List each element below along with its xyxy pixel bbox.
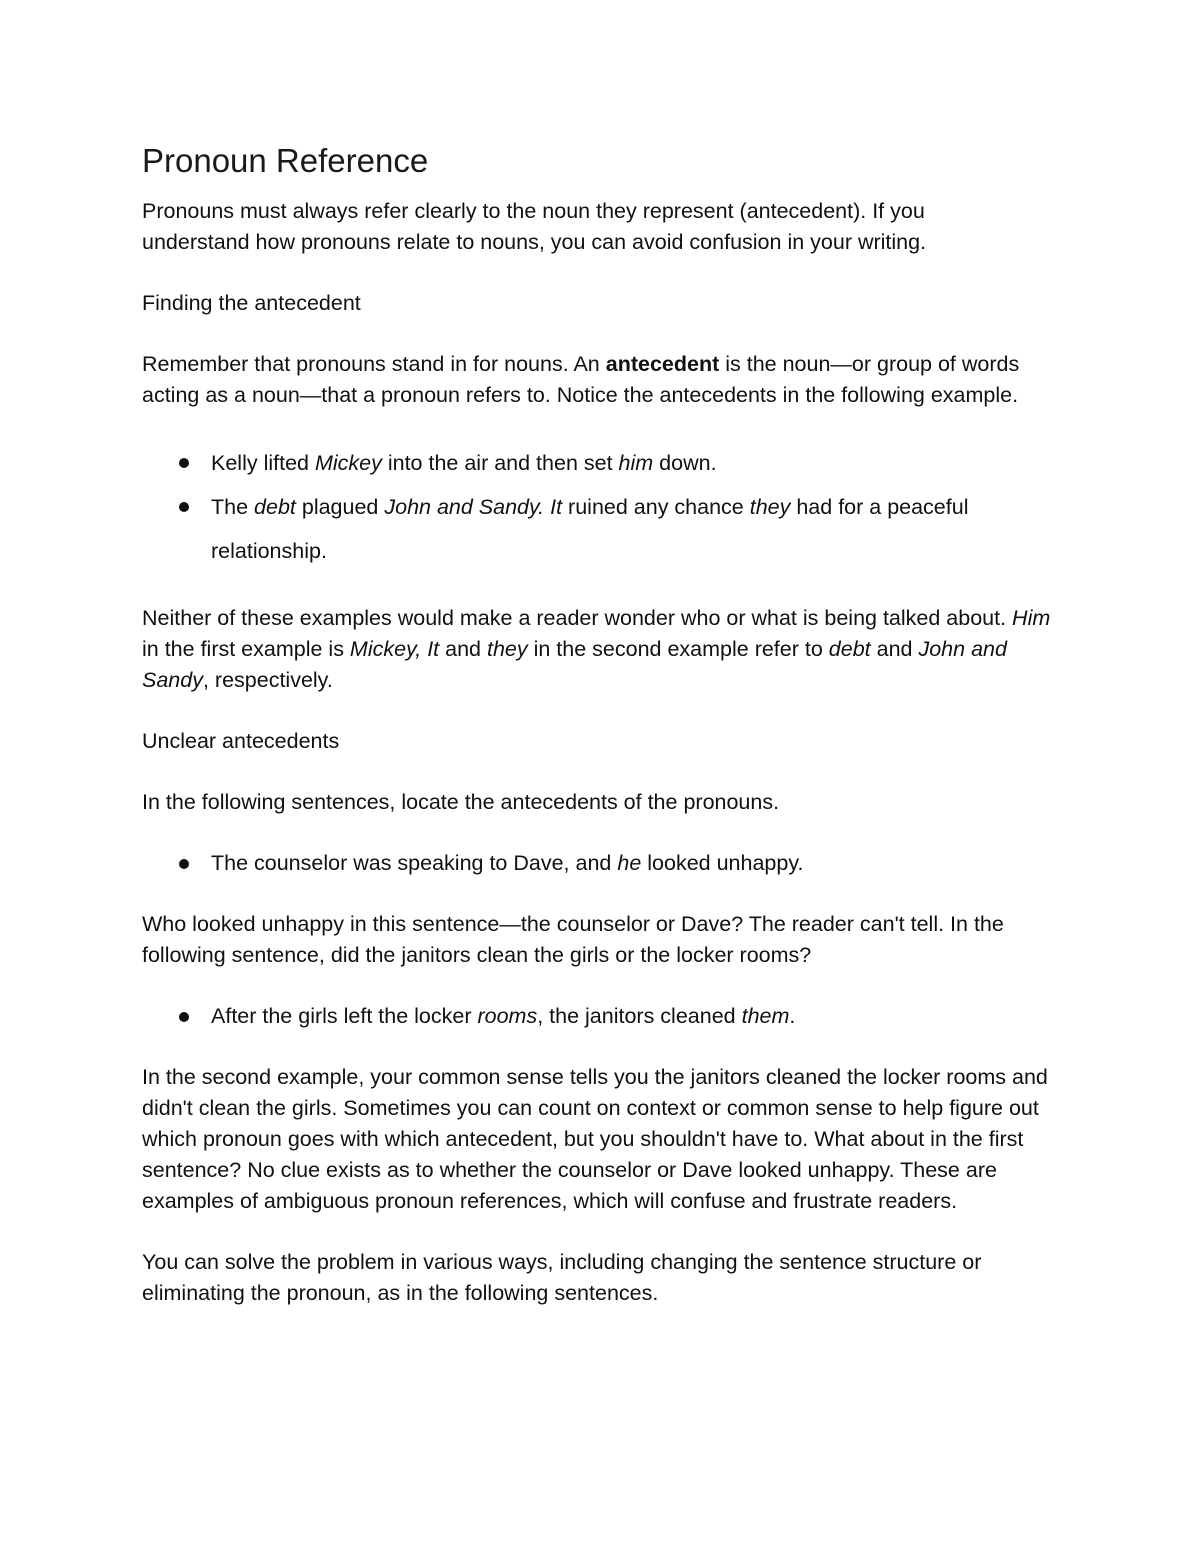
intro-line-1: Pronouns must always refer clearly to the noun they represent (antecedent). If you [142,199,925,223]
italic-run: debt [254,495,296,519]
example-list-2 [142,848,1072,879]
italic-run: they [486,637,528,661]
intro-line-2: understand how pronouns relate to nouns, you can avoid confusion in your writing. [142,230,927,254]
italic-run: he [617,851,642,875]
text-run: , respectively. [202,668,333,692]
text-run: The [211,495,255,519]
italic-run: Mickey [314,451,382,475]
text-run: looked unhappy. [641,851,804,875]
text-run: in the first example is [142,637,350,661]
text-run: The counselor was speaking to Dave, and [211,851,618,875]
text-run: and [439,637,487,661]
locate-antecedents-paragraph: In the following sentences, locate the antecedents of the pronouns. [142,790,780,814]
section-heading-unclear-antecedents: Unclear antecedents [142,729,340,753]
italic-run: Mickey, [349,637,422,661]
list-item [211,485,1072,573]
italic-run: John and Sandy. [384,495,545,519]
italic-run: them [741,1004,790,1028]
text-run: Neither of these examples would make a reader wonder who or what is being talked about. [142,606,1013,630]
document-page [142,138,1072,1339]
text-run: Kelly lifted [211,451,315,475]
italic-run: Him [1012,606,1051,630]
example-list-3 [142,1001,1072,1032]
list-item [211,848,1072,879]
italic-run: him [618,451,654,475]
bullet-icon [179,502,189,512]
text-run: down. [653,451,717,475]
page-title: Pronoun Reference [142,142,429,179]
bullet-icon [179,458,189,468]
text-run: After the girls left the locker [211,1004,478,1028]
text-run: plagued [295,495,385,519]
list-item [211,441,1072,485]
common-sense-paragraph: In the second example, your common sense tells you the janitors cleaned the locker rooms and didn't clean the girls. Sometimes you can count on context or common sense to help figure out which pronoun goes with which antecedent, but you shouldn't have to. What about in the first sentence? No clue exists as to whether the counselor or Dave looked unhappy. These are examples of ambiguous pronoun references, which will confuse and frustrate readers. [142,1065,1048,1213]
section-heading-finding-antecedent: Finding the antecedent [142,291,361,315]
italic-run: rooms [477,1004,538,1028]
italic-run: It [427,637,440,661]
list-item [211,1001,1072,1032]
text-run: ruined any chance [562,495,750,519]
intro-paragraph [142,196,1072,258]
text-run: is the noun—or group of words acting as a noun—that a pronoun refers to. Notice the antecedents in the following example. [142,352,1020,407]
who-looked-unhappy-paragraph: Who looked unhappy in this sentence—the counselor or Dave? The reader can't tell. In the following sentence, did the janitors clean the girls or the locker rooms? [142,912,1004,967]
italic-run: It [550,495,563,519]
bullet-icon [179,859,189,869]
bold-term-antecedent: antecedent [605,352,720,376]
antecedent-definition-paragraph [142,349,1072,411]
example-list-1 [142,441,1072,573]
examples-explanation-paragraph [142,603,1072,696]
solve-problem-paragraph: You can solve the problem in various ways, including changing the sentence structure or eliminating the pronoun, as in the following sentences. [142,1250,982,1305]
italic-run: they [749,495,791,519]
text-run: and [870,637,919,661]
text-run: into the air and then set [381,451,619,475]
text-run: had for a peaceful relationship. [211,495,969,563]
text-run: . [789,1004,796,1028]
text-run: Remember that pronouns stand in for nouns. An [142,352,606,376]
text-run: , the janitors cleaned [537,1004,742,1028]
text-run: in the second example refer to [527,637,829,661]
bullet-icon [179,1012,189,1022]
italic-run: debt [828,637,871,661]
italic-run: John and Sandy [142,637,1007,692]
